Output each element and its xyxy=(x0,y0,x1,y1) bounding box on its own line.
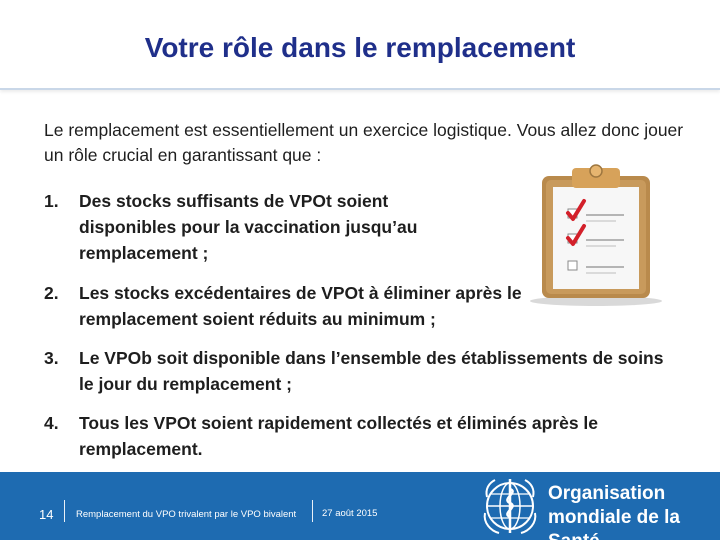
organization-name-line1: Organisation xyxy=(548,483,666,504)
footer-divider xyxy=(64,500,65,522)
list-item xyxy=(44,280,584,332)
page-number: 14 xyxy=(39,507,54,522)
list-item-number: 3. xyxy=(44,348,59,368)
who-emblem-icon xyxy=(479,475,541,537)
list-item xyxy=(44,188,444,266)
footer-divider xyxy=(312,500,313,522)
title-band xyxy=(0,0,720,90)
organization-name xyxy=(548,482,720,554)
list-item-number: 1. xyxy=(44,191,59,211)
list-item xyxy=(44,410,674,462)
list-item-text: Les stocks excédentaires de VPOt à éliminer après le remplacement soient réduits au minimum ; xyxy=(79,283,522,329)
footer-subtitle: Remplacement du VPO trivalent par le VPO bivalent xyxy=(76,509,297,520)
list-item-text: Le VPOb soit disponible dans l’ensemble des établissements de soins le jour du remplacement ; xyxy=(79,348,664,394)
list-item-number: 2. xyxy=(44,283,59,303)
slide-title: Votre rôle dans le remplacement xyxy=(144,32,576,63)
footer-date: 27 août 2015 xyxy=(322,508,378,519)
clipboard-checklist-icon xyxy=(524,160,672,310)
intro-text: Le remplacement est essentiellement un exercice logistique. Vous allez donc jouer un rôle crucial en garantissant que : xyxy=(44,120,684,165)
list-item-text: Tous les VPOt soient rapidement collectés et éliminés après le remplacement. xyxy=(79,413,599,459)
list-item xyxy=(44,345,674,397)
list-item-number: 4. xyxy=(44,413,59,433)
organization-name-line2: mondiale de la Santé xyxy=(548,507,680,552)
list-item-text: Des stocks suffisants de VPOt soient disponibles pour la vaccination jusqu’au remplacement ; xyxy=(79,191,418,263)
